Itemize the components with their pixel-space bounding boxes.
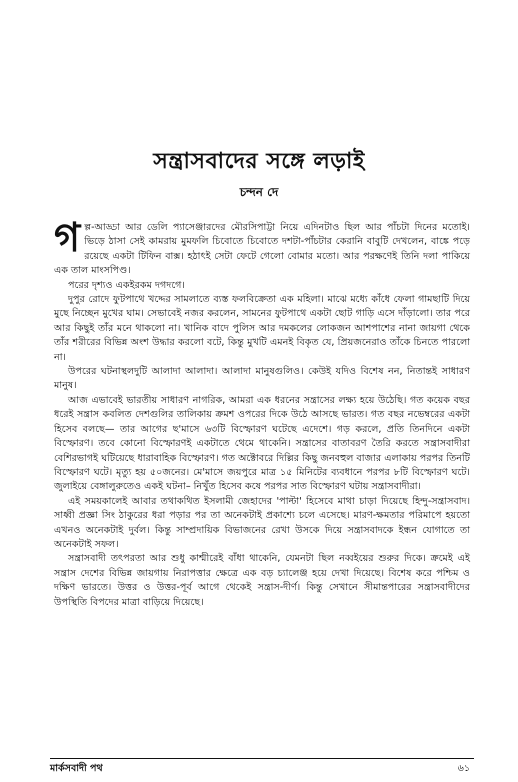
article-author: চন্দন দে <box>239 185 279 199</box>
paragraph-5: আজ এভাবেই ভারতীয় সাধারণ নাগরিক, আমরা এক ধরনের সন্ত্রাসের লক্ষ্য হয়ে উঠেছি। গত কয়েক বছর ধরেই সন্ত্রাস কবলিত দেশগুলির তালিকায় ক্রমশ ওপরের দিকে উঠে আসছে ভারত। গত বছর নভেম্বরের একটা হিসেব বলছে— তার আগের ছ'মাসে ৬৩টি বিস্ফোরণ ঘটেছে এদেশে। গড় করলে, প্রতি তিনদিনে একটা বিস্ফোরণ। তবে কোনো বিস্ফোরণই একটাতে থেমে থাকেনি। সন্ত্রাসের বাতাবরণ তৈরি করতে সন্ত্রাসবাদীরা বেশিরভাগই ঘটিয়েছে ধারাবাহিক বিস্ফোরণ। গত অক্টোবরে দিল্লির কিছু জনবহুল বাজার এলাকায় পরপর তিনটি বিস্ফোরণ ঘটে। মৃত্যু হয় ৫০জনের। মে'মাসে জয়পুরে মাত্র ১৫ মিনিটের ব্যবধানে পরপর ৮টি বিস্ফোরণ ঘটে। জুলাইয়ে বেঙ্গালুরুতেও একই ঘটনা– নিখুঁত হিসেব কষে পরপর সাত বিস্ফোরণ ঘটায় সন্ত্রাসবাদীরা। <box>54 394 470 493</box>
paragraph-6: এই সময়কালেই আবার তথাকথিত ইসলামী জেহাদের 'পাল্টা' হিসেবে মাথা চাড়া দিয়েছে হিন্দু-সন্ত্রাসবাদ। সাধ্বী প্রজ্ঞা সিং ঠাকুরের ধরা পড়ার পর তা অনেকটাই প্রকাশ্যে চলে এসেছে। মারণ-ক্ষমতার পরিমাপে হয়তো এখনও অনেকটাই দুর্বল। কিন্তু সাম্প্রদায়িক বিভাজনের রেখা উসকে দিয়ে সন্ত্রাসবাদকে ইন্ধন যোগাতে তা অনেকটাই সফল। <box>54 495 470 550</box>
paragraph-1 <box>54 214 470 279</box>
footer-journal-name: মার্কসবাদী পথ <box>50 763 103 774</box>
article-title: সন্ত্রাসবাদের সঙ্গে লড়াই <box>153 149 365 174</box>
article-body <box>54 214 470 610</box>
paragraph-2: পরের দৃশ্যও একইরকম দগদগে। <box>68 279 185 291</box>
paragraph-7: সন্ত্রাসবাদী তৎপরতা আর শুধু কাশ্মীরেই বাঁধা থাকেনি, যেমনটা ছিল নব্বইয়ের শুরুর দিকে। ক্রমেই এই সন্ত্রাস দেশের বিভিন্ন জায়গায় নিরাপত্তার ক্ষেত্রে এক বড় চ্যালেঞ্জ হয়ে দেখা দিয়েছে। বিশেষ করে পশ্চিম ও দক্ষিণ ভারতে। উত্তর ও উত্তর-পূর্ব আগে থেকেই সন্ত্রাস-দীর্ণ। কিন্তু সেখানে সীমান্তপারের সন্ত্রাসবাদীদের উপস্থিতি বিপদের মাত্রা বাড়িয়ে দিয়েছে। <box>54 553 470 608</box>
paragraph-3: দুপুর রোদে ফুটপাথে খদ্দের সামলাতে ব্যস্ত ফলবিক্রেতা এক মহিলা। মাঝে মধ্যে কাঁধে ফেলা গামছাটি দিয়ে মুছে নিচ্ছেন মুখের ঘাম। সেভাবেই নজর করলেন, সামনের ফুটপাথে একটা ছোট গাড়ি এসে দাঁড়ালো। তার পরে আর কিছুই তাঁর মনে থাকলো না। খানিক বাদে পুলিস আর দমকলের লোকজন আশপাশের নানা জায়গা থেকে তাঁর শরীরের বিভিন্ন অংশ উদ্ধার করলো বটে, কিন্তু মুখটি এমনই বিকৃত যে, প্রিয়জনেরাও তাঁকে চিনতে পারলো না। <box>54 294 470 363</box>
paragraph-1-text: ল্প-আড্ডা আর ডেলি প্যাসেঞ্জারদের মৌরসিপাট্টা নিয়ে এদিনটাও ছিল আর পাঁচটা দিনের মতোই। ভিড়ে ঠাসা সেই কামরায় মুমফলি চিবোতে চিবোতে দশটা-পাঁচটার কেরানি বাবুটি দেখলেন, বাঙ্কে পড়ে রয়েছে একটা টিফিন বাক্স। হঠাৎই সেটা ফেটে গেলো বোমার মতো। আর পরক্ষণেই তিনি দলা পাকিয়ে এক তাল মাংসপিণ্ড। <box>54 222 470 277</box>
footer-page-number: ৬১ <box>457 763 470 774</box>
paragraph-4: উপরের ঘটনাস্থলদুটি আলাদা আলাদা। আলাদা মানুষগুলিও। কেউই যদিও বিশেষ নন, নিতান্তই সাধারণ মানুষ। <box>54 366 470 392</box>
drop-cap: গ <box>54 214 81 261</box>
footer-divider <box>50 758 474 759</box>
